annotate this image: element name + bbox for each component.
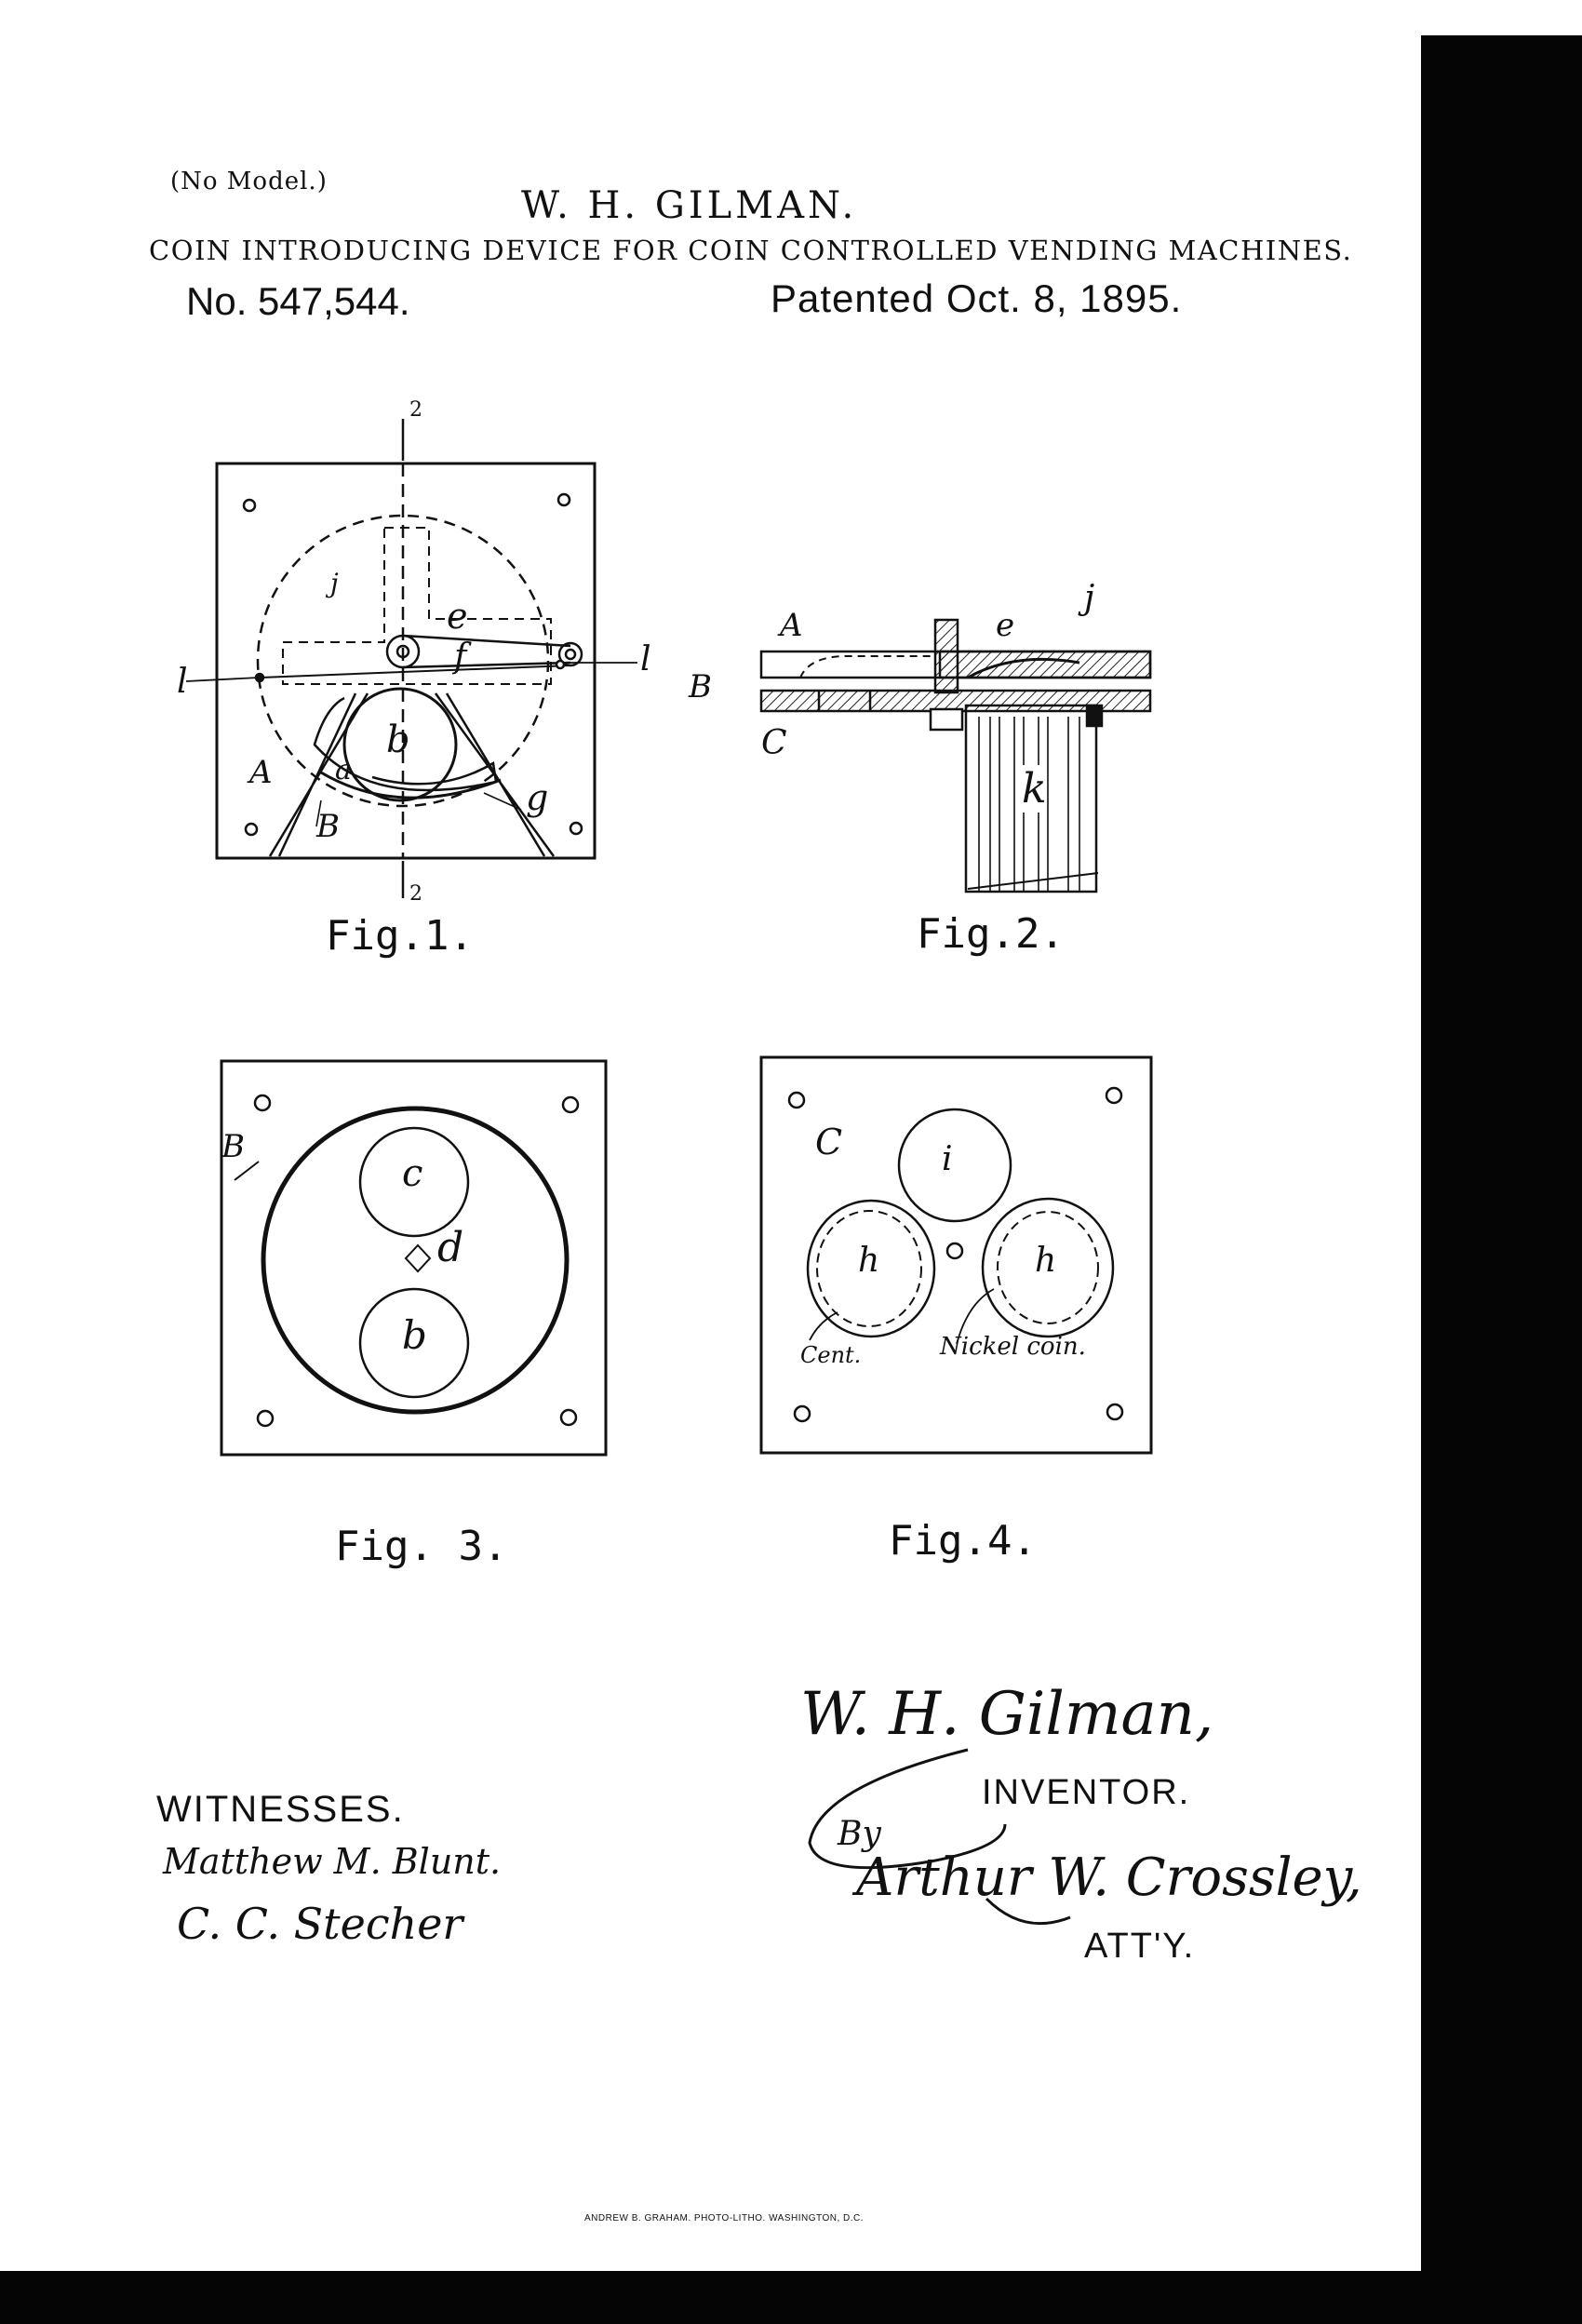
fig4-caption: Fig.4.: [889, 1517, 1037, 1565]
printer-imprint: ANDREW B. GRAHAM. PHOTO-LITHO. WASHINGTON, D.C.: [584, 2213, 864, 2223]
inventor-signature: W. H. Gilman,: [800, 1680, 1214, 1749]
fig1-label-l-left: l: [177, 663, 188, 701]
fig2-label-k: k: [1022, 765, 1047, 813]
fig1-label-g: g: [526, 777, 549, 818]
patent-number: No. 547,544.: [186, 279, 410, 323]
fig4-label-i: i: [942, 1140, 953, 1178]
fig2-label-C: C: [761, 724, 787, 762]
fig4-drawing: [761, 1057, 1151, 1453]
fig3-label-c: c: [402, 1152, 423, 1195]
fig1-drawing: [186, 419, 637, 898]
fig2-label-A: A: [780, 607, 803, 644]
fig1-label-a: a: [335, 754, 352, 786]
fig4-label-nickel-coin: Nickel coin.: [940, 1333, 1086, 1361]
fig1-section-top: 2: [409, 398, 422, 422]
witness-2-signature: C. C. Stecher: [177, 1899, 463, 1949]
fig1-label-A: A: [249, 754, 273, 791]
fig1-label-f: f: [454, 638, 467, 676]
inventor-name: W. H. GILMAN.: [521, 184, 858, 227]
fig3-caption: Fig. 3.: [335, 1523, 508, 1570]
fig1-label-l-right: l: [640, 640, 651, 678]
fig1-label-e: e: [447, 596, 468, 637]
fig2-caption: Fig.2.: [917, 910, 1065, 958]
fig2-drawing: [761, 620, 1150, 892]
witnesses-label: WITNESSES.: [156, 1789, 405, 1830]
fig3-label-B: B: [221, 1128, 245, 1165]
fig3-label-d: d: [437, 1224, 464, 1271]
fig4-label-h-left: h: [858, 1242, 880, 1280]
attorney-signature: Arthur W. Crossley,: [856, 1847, 1362, 1908]
by-label: By: [838, 1815, 881, 1853]
fig2-label-B: B: [689, 668, 712, 705]
inventor-label: INVENTOR.: [982, 1773, 1191, 1812]
fig3-label-b: b: [402, 1312, 427, 1358]
patent-date: Patented Oct. 8, 1895.: [771, 276, 1183, 320]
no-model-note: (No Model.): [170, 168, 328, 195]
fig1-label-j: j: [330, 568, 339, 598]
fig2-label-e: e: [996, 607, 1015, 644]
fig2-label-j: j: [1084, 579, 1095, 617]
fig4-label-C: C: [815, 1122, 843, 1162]
patent-title: COIN INTRODUCING DEVICE FOR COIN CONTROLLED VENDING MACHINES.: [149, 235, 1353, 266]
fig4-label-h-right: h: [1035, 1242, 1057, 1280]
fig1-caption: Fig.1.: [326, 912, 474, 960]
attorney-label: ATT'Y.: [1084, 1927, 1196, 1966]
witness-1-signature: Matthew M. Blunt.: [163, 1841, 502, 1882]
fig1-label-b: b: [386, 719, 410, 761]
fig3-drawing: [221, 1061, 606, 1455]
fig4-label-cent: Cent.: [800, 1342, 862, 1368]
fig1-label-B: B: [316, 808, 340, 845]
fig1-section-bottom: 2: [409, 882, 422, 906]
